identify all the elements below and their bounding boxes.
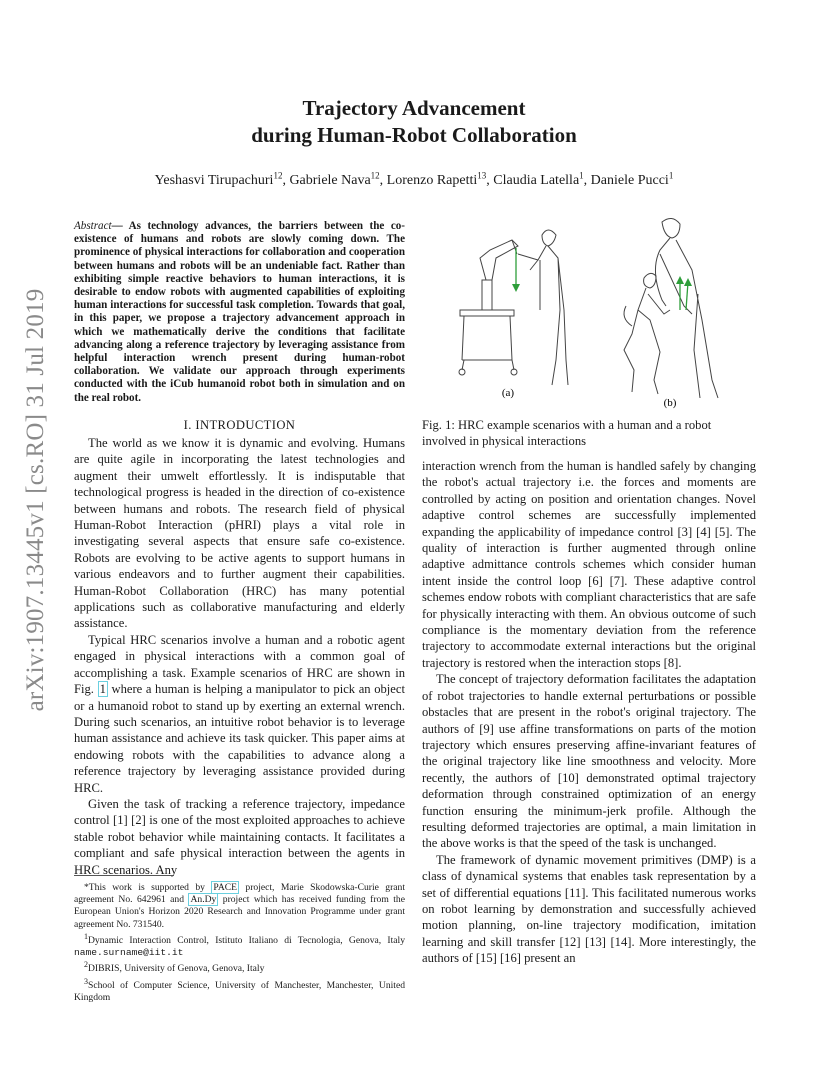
figure-caption: Fig. 1: HRC example scenarios with a human and a robot involved in physical interactions: [422, 418, 712, 449]
arxiv-sidebar: [0, 288, 72, 712]
humanoid-scene: [624, 218, 718, 398]
abstract-text: — As technology advances, the barriers between the co-existence of humans and robots are slowly coming down. The prominence of physical interactions for collaboration and cooperation between humans and robots will be an undeniable fact. Rather than exhibiting simple reactive behaviors to human interactions, it is desirable to endow robots with augmented capabilities of exploiting human interactions for successful task completion. Towards that goal, in this paper, we propose a trajectory advancement approach in which we mathematically derive the conditions that facilitate advancing along a reference trajectory by leveraging assistance from helpful interaction wrench present during human-robot collaboration. We validate our approach through experiments conducted with the iCub humanoid robot both in simulation and on the real robot.: [74, 220, 405, 404]
hrc-illustration: [422, 210, 756, 415]
figure-1: [422, 210, 756, 415]
paragraph: The framework of dynamic movement primitives (DMP) is a class of dynamical systems that enables task representation by a set of differential equations [11]. This facilitated numerous works on robot learning by demonstration and successfully achieved motion planning, on-line trajectory modification, imitation learning and skill transfer [12] [13] [14]. More interestingly, the authors of [15] [16] present an: [422, 852, 756, 966]
paragraph: Given the task of tracking a reference trajectory, impedance control [1] [2] is one of the most exploited approaches to achieve stable robot behavior while maintaining contacts. It facilitates a compliant and safe physical interaction between the agents in HRC scenarios. Any: [74, 796, 405, 877]
paragraph: The world as we know it is dynamic and evolving. Humans are quite agile in incorporating the latest technologies and augment their umwelt effortlessly. It is indisputable that technological progress is headed in the direction of co-existence between humans and robots. The research field of physical Human-Robot Interaction (pHRI) plays a vital role in investigating several aspects that ensure safe co-existence. Robots are evolving to be active agents to support humans in various endeavors and to further augment their capabilities. Human-Robot Collaboration (HRC) has many potential applications such as collaborative manufacturing and elderly assistance.: [74, 436, 405, 631]
footnote-2: $^2$DIBRIS, University of Genova, Genova, Italy: [84, 960, 265, 975]
author-list: [0, 170, 828, 189]
paper-title-line1: Trajectory Advancement: [302, 96, 526, 120]
right-column-body: [422, 458, 756, 967]
email-address: name.surname@iit.it: [74, 947, 184, 959]
paragraph: The concept of trajectory deformation facilitates the adaptation of robot trajectories to handle external perturbations or possible obstacles that are present in the robot's original trajectory. The authors of [9] use affine transformations on parts of the motion trajectory which ensures preserving affine-invariant features of the original trajectory like line smoothness and velocity. More recently, the authors of [10] demonstrated optimal trajectory deformation through constrained optimization of an energy function ensuring the minimum-jerk profile. Although the resulting deformed trajectories are optimal, a main limitation in the above works is that the speed of the task is unchanged.: [422, 672, 756, 851]
section-heading: I. INTRODUCTION: [183, 418, 296, 432]
paper-title-line2: during Human-Robot Collaboration: [251, 123, 577, 147]
author: Yeshasvi Tirupachuri$^{12}$,: [154, 170, 290, 188]
author: Lorenzo Rapetti$^{13}$,: [386, 170, 494, 188]
arrow-head-icon: [512, 284, 520, 292]
arxiv-identifier: arXiv:1907.13445v1 [cs.RO] 31 Jul 2019: [22, 288, 49, 712]
andy-link[interactable]: An.Dy: [190, 894, 217, 906]
author: Gabriele Nava$^{12}$,: [289, 170, 387, 188]
manipulator-scene: [459, 230, 568, 385]
author: Claudia Latella$^1$,: [493, 170, 591, 188]
left-column-body: [74, 435, 405, 878]
arrow-head-icon: [676, 276, 684, 284]
arrow-head-icon: [684, 278, 692, 286]
figure-ref-link[interactable]: 1: [99, 682, 106, 697]
paragraph: interaction wrench from the human is handled safely by changing the robot's actual trajectory i.e. the forces and moments are controlled by acting on position and orientation changes. Novel adaptive control schemes are successfully implemented expanding the applicability of impedance control [3] [4] [5]. The quality of interaction is further augmented through online adaptive admittance controls schemes which consider human intent inside the control loop [6] [7]. These adaptive control schemes endow robots with compliant characteristics that are safe for physically interacting with them. An obvious outcome of such compliance is the momentary deviation from the reference trajectory to accommodate external interactions but the original trajectory is restored when the interaction stops [8].: [422, 459, 756, 670]
footnote-1: $^1$Dynamic Interaction Control, Istituto Italiano di Tecnologia, Genova, Italy name.surname@iit.it: [74, 931, 405, 959]
footnote-3: $^3$School of Computer Science, University of Manchester, Manchester, United Kingdom: [74, 976, 405, 1004]
author: Daniele Pucci$^1$: [590, 170, 674, 188]
pace-link[interactable]: PACE: [213, 882, 238, 893]
footnote-funding: *This work is supported by PACE project, Marie Skodowska-Curie grant agreement No. 642961 and An.Dy project which has received funding from the European Union's Horizon 2020 Research and Innovation Programme under grant agreement No. 731540.: [74, 882, 405, 930]
footnote-rule: [74, 875, 174, 876]
paragraph: Typical HRC scenarios involve a human and a robotic agent engaged in physical interactions with a common goal of accomplishing a task. Example scenarios of HRC are shown in Fig. 1 where a human is helping a manipulator to pick an object or a humanoid robot to stand up by exerting an external wrench. During such scenarios, an intuitive robot behavior is to leverage human assistance and achieve its task quicker. This paper aims at endowing robots with the capabilities to advance along a reference trajectory by leveraging assistance provided during HRC.: [74, 632, 405, 795]
figure-label-a: (a): [501, 387, 515, 399]
figure-label-b: (b): [663, 397, 677, 409]
abstract: [74, 220, 405, 405]
footnotes: [74, 882, 405, 1004]
abstract-label: Abstract: [74, 220, 112, 232]
force-arrow-icon: [686, 282, 688, 310]
